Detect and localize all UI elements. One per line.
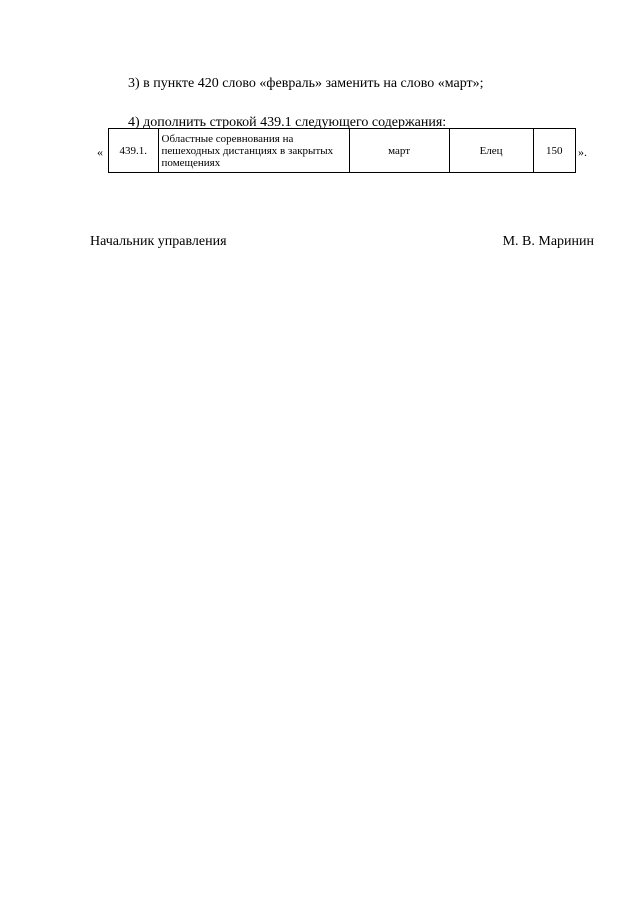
inserted-row-table [108,128,576,173]
month-cell: март [349,129,449,173]
city-cell: Елец [449,129,533,173]
table-row [109,129,576,173]
signatory-name: М. В. Маринин [502,234,594,249]
closing-quote: ». [578,145,587,159]
event-name-cell: Областные соревнования на пешеходных дистанциях в закрытых помещениях [158,129,349,173]
amendment-item-4: 4) дополнить строкой 439.1 следующего содержания: [128,115,447,130]
signatory-position: Начальник управления [90,234,227,249]
participants-cell: 150 [533,129,576,173]
opening-quote: « [97,145,103,159]
amendment-item-3: 3) в пункте 420 слово «февраль» заменить на слово «март»; [128,76,484,91]
row-number-cell: 439.1. [109,129,159,173]
